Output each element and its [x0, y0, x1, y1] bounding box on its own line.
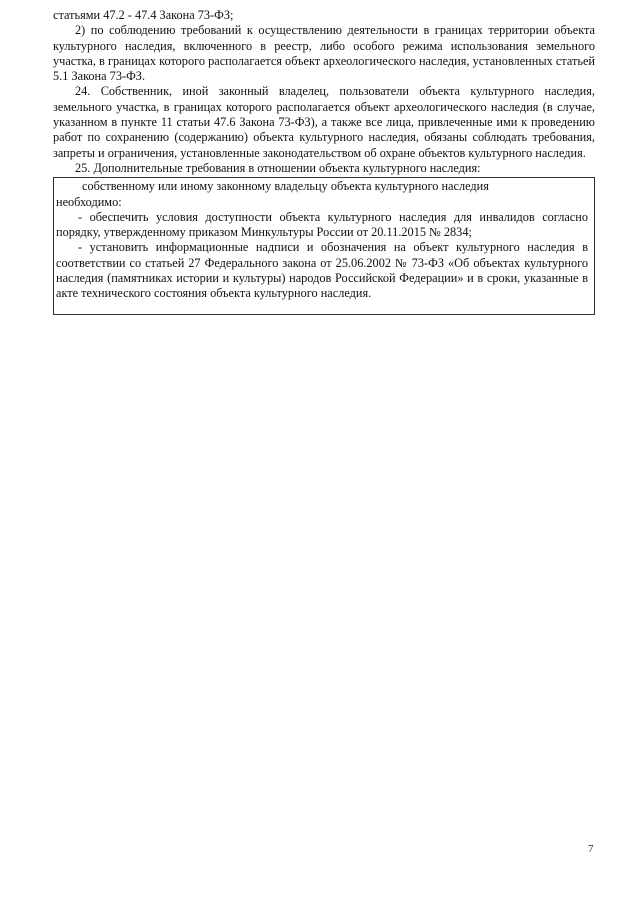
- page-number: 7: [588, 843, 594, 855]
- paragraph-25: 25. Дополнительные требования в отношении объекта культурного наследия:: [75, 160, 481, 175]
- box-intro-line2: необходимо:: [56, 194, 122, 209]
- additional-requirements-box: [53, 177, 595, 314]
- box-item-signage: - установить информационные надписи и обозначения на объект культурного наследия в соответствии со статьей 27 Федерального закона от 25.06.2002 № 73-ФЗ «Об объектах культурного наследия (памятниках истории и культуры) народов Российской Федерации» и в сроки, указанные в акте технического состояния объекта культурного наследия.: [56, 240, 588, 301]
- paragraph-continuation: статьями 47.2 - 47.4 Закона 73-ФЗ;: [53, 8, 234, 22]
- paragraph-24: 24. Собственник, иной законный владелец, пользователи объекта культурного наследия, земельного участка, в границах которого располагается объект археологического наследия (в случае, указанном в пункте 11 статьи 47.6 Закона 73-ФЗ), а также все лица, привлеченные ими к проведению работ по сохранению (содержанию) объекта культурного наследия, обязаны соблюдать требования, запреты и ограничения, установленные законодательством об охране объектов культурного наследия.: [53, 84, 595, 160]
- box-intro-line1: собственному или иному законному владельцу объекта культурного наследия: [82, 179, 489, 194]
- box-item-accessibility: - обеспечить условия доступности объекта культурного наследия для инвалидов согласно порядку, утвержденному приказом Минкультуры России от 20.11.2015 № 2834;: [56, 209, 588, 240]
- paragraph-item-2: 2) по соблюдению требований к осуществлению деятельности в границах территории объекта культурного наследия, включенного в реестр, либо особого режима использования земельного участка, в границах которого располагается объект археологического наследия, установленных статьей 5.1 Закона 73-ФЗ.: [53, 23, 595, 84]
- document-page: [53, 8, 595, 315]
